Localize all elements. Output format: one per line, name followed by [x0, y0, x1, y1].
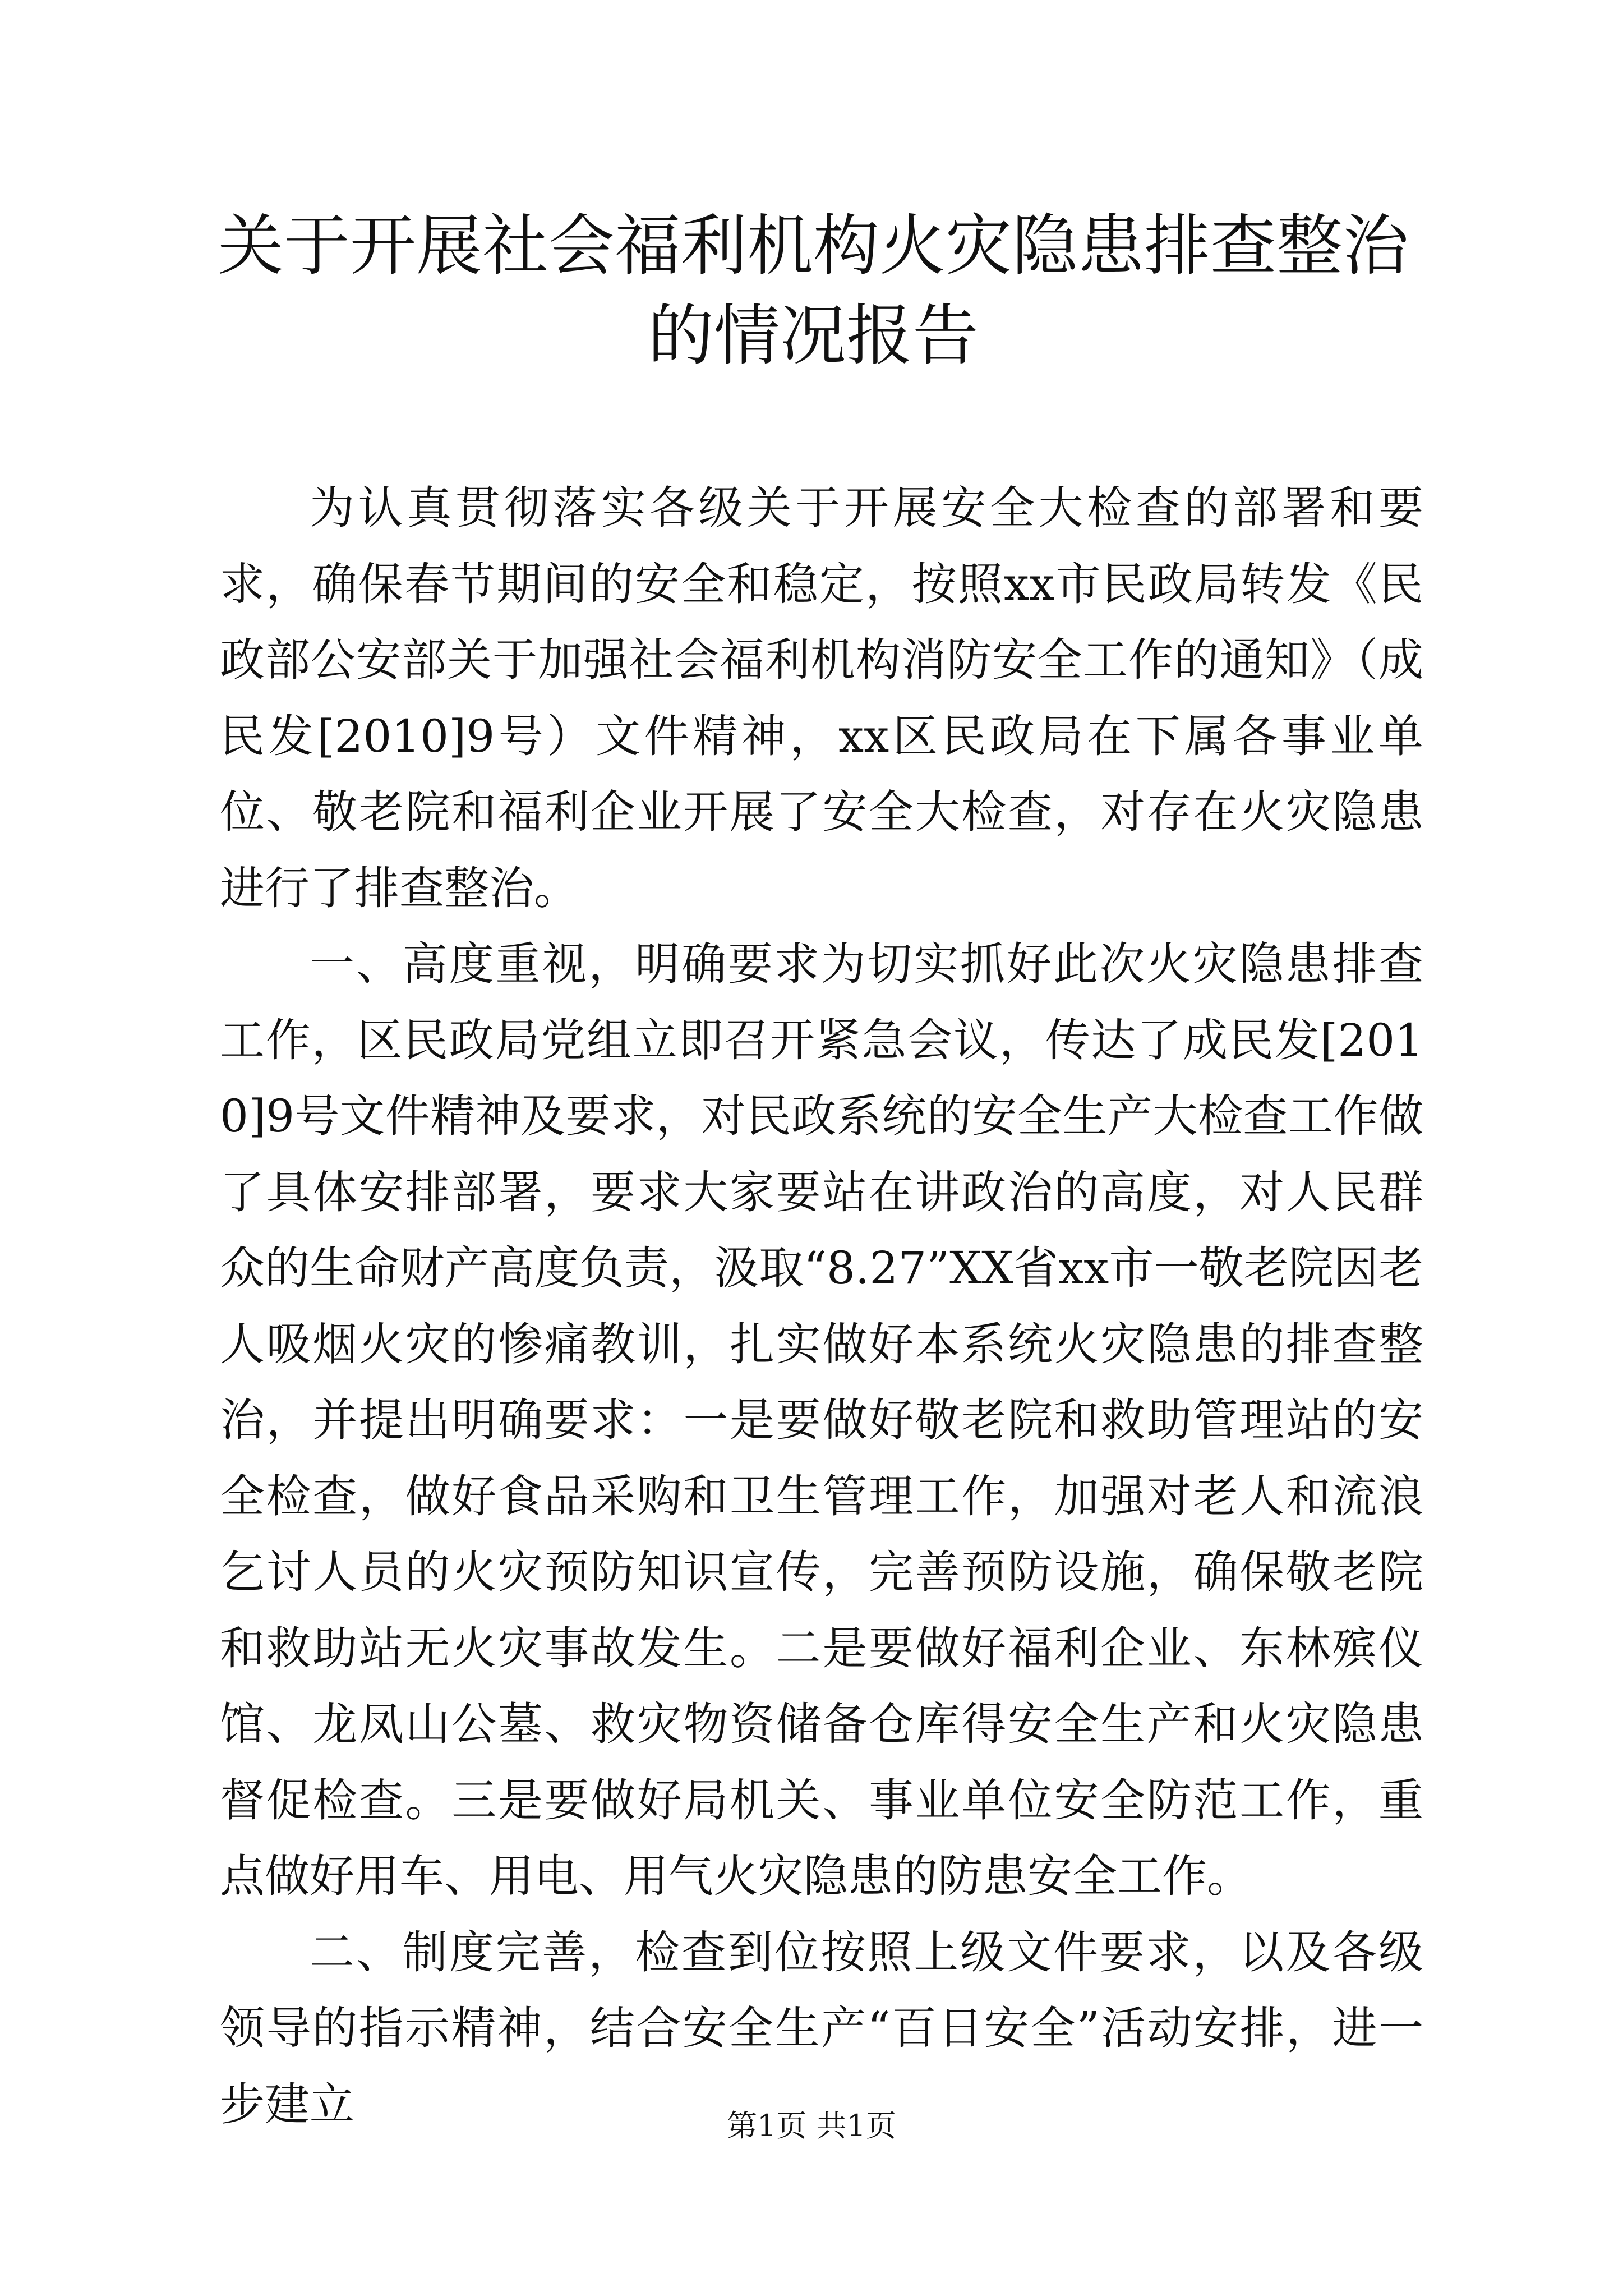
page-number-footer: 第1页 共1页 — [727, 2108, 896, 2143]
paragraph-section-one: 一、高度重视，明确要求为切实抓好此次火灾隐患排查工作，区民政局党组立即召开紧急会议，传达了成民发[2010]9号文件精神及要求，对民政系统的安全生产大检查工作做了具体安排部署，要求大家要站在讲政治的高度，对人民群众的生命财产高度负责，汲取“8.27”XX省xx市一敬老院因老人吸烟火灾的惨痛教训，扎实做好本系统火灾隐患的排查整治，并提出明确要求：一是要做好敬老院和救助管理站的安全检查，做好食品采购和卫生管理工作，加强对老人和流浪乞讨人员的火灾预防知识宣传，完善预防设施，确保敬老院和救助站无火灾事故发生。二是要做好福利企业、东林殡仪馆、龙凤山公墓、救灾物资储备仓库得安全生产和火灾隐患督促检查。三是要做好局机关、事业单位安全防范工作，重点做好用车、用电、用气火灾隐患的防患安全工作。 — [220, 938, 1423, 1902]
document-title: 关于开展社会福利机构火灾隐患排查整治的情况报告 — [217, 207, 1409, 374]
paragraph-section-two: 二、制度完善，检查到位按照上级文件要求，以及各级领导的指示精神，结合安全生产“百日安全”活动安排，进一步建立 — [220, 1926, 1423, 2131]
document-body — [220, 470, 1423, 2142]
paragraph-intro: 为认真贯彻落实各级关于开展安全大检查的部署和要求，确保春节期间的安全和稳定，按照xx市民政局转发《民政部公安部关于加强社会福利机构消防安全工作的通知》（成民发[2010]9号）文件精神，xx区民政局在下属各事业单位、敬老院和福利企业开展了安全大检查，对存在火灾隐患进行了排查整治。 — [220, 482, 1423, 914]
